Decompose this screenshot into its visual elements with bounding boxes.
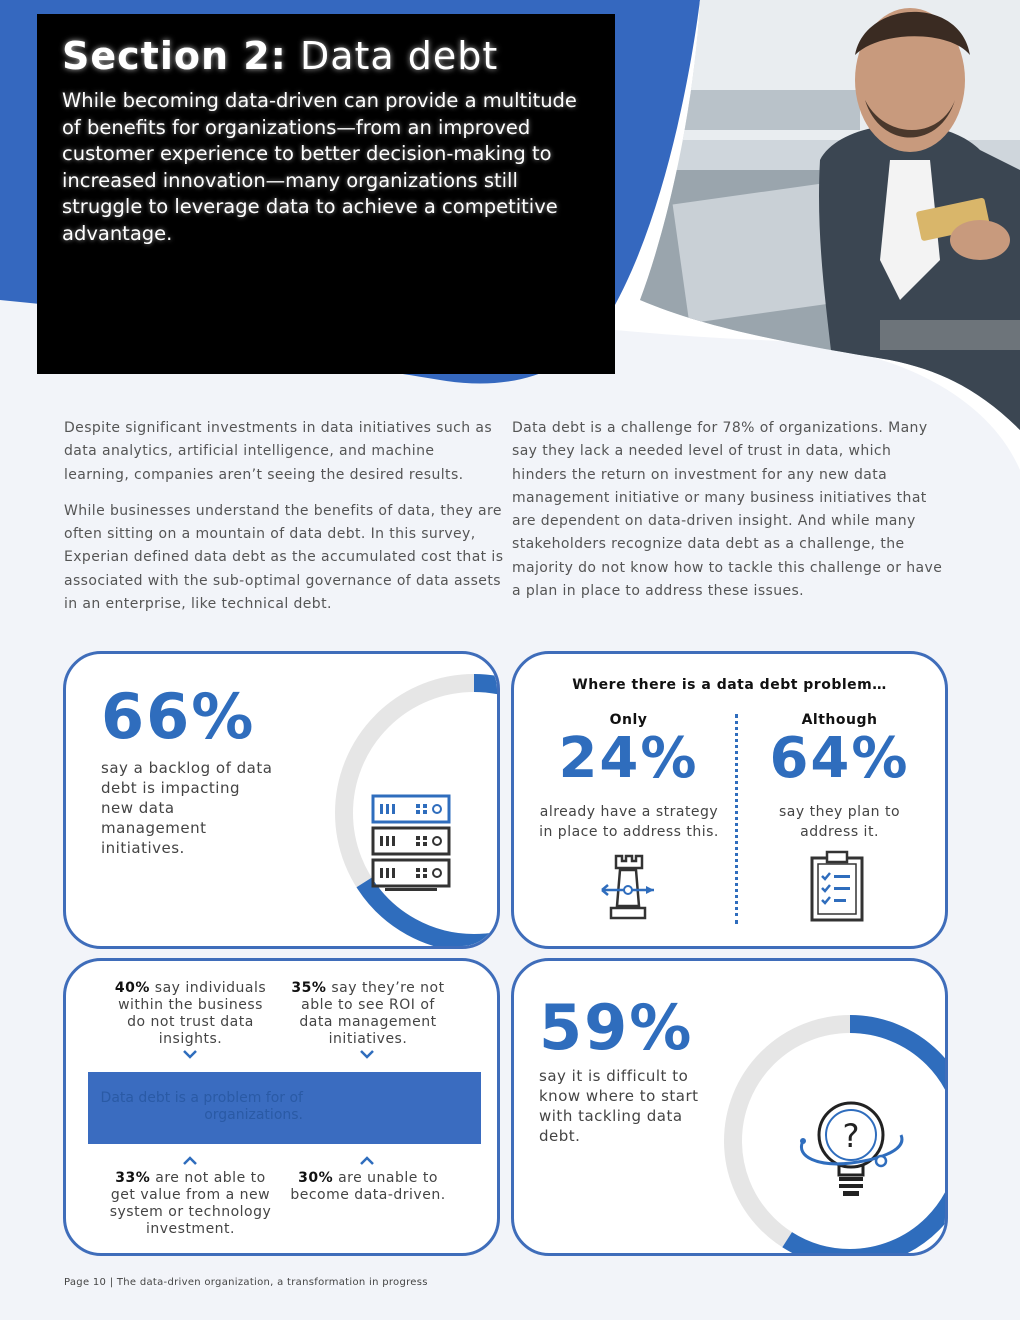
stat-percent: 59% bbox=[539, 991, 694, 1064]
card-heading: Where there is a data debt problem… bbox=[572, 677, 887, 693]
section-intro: While becoming data-driven can provide a multitude of benefits for organizations—from an improved customer experience to better decision-making to increased innovation—many organizations still struggle to leverage data to achieve a competitive advantage. bbox=[62, 89, 577, 245]
server-rack-icon bbox=[371, 794, 451, 894]
stat-card-66 bbox=[63, 651, 500, 949]
stat-text: say it is difficult to know where to start with tackling data debt. bbox=[539, 1067, 699, 1145]
body-paragraph: Data debt is a challenge for 78% of organizations. Many say they lack a needed level of trust in data, which hinders the return on investment for any new data management initiative or many business initiatives that are dependent on data-driven insight. And while many stakeholders recognize data debt as a challenge, the majority do not know how to tackle this challenge or have a plan in place to address these issues. bbox=[512, 420, 943, 600]
page-footer: Page 10 | The data-driven organization, a transformation in progress bbox=[64, 1277, 428, 1288]
divider bbox=[735, 714, 738, 924]
stat-percent: 30% bbox=[298, 1170, 334, 1186]
stat-percent: 40% bbox=[114, 980, 150, 996]
body-right-column bbox=[512, 417, 944, 616]
strategy-card bbox=[511, 651, 948, 949]
stat-item bbox=[288, 1170, 448, 1204]
stat-item bbox=[108, 1170, 273, 1238]
section-title-light: Data debt bbox=[286, 34, 499, 78]
body-paragraph: Despite significant investments in data initiatives such as data analytics, artificial intelligence, and machine learning, companies aren’t seeing the desired results. bbox=[64, 420, 493, 483]
header-photo bbox=[640, 0, 1020, 430]
stat-item bbox=[288, 980, 448, 1048]
stat-text: are not able to get value from a new system or technology investment. bbox=[109, 1170, 272, 1237]
document-title: The data-driven organization, a transformation in progress bbox=[116, 1277, 428, 1288]
chevron-up-icon bbox=[360, 1156, 374, 1165]
stat-text: say a backlog of data debt is impacting new data management initiatives. bbox=[101, 759, 273, 857]
stat-text: say they’re not able to see ROI of data management initiatives. bbox=[299, 980, 445, 1047]
chevron-up-icon bbox=[183, 1156, 197, 1165]
page-number: Page 10 bbox=[64, 1277, 107, 1288]
stat-percent: 33% bbox=[115, 1170, 151, 1186]
stat-percent: 24% bbox=[558, 726, 699, 791]
stat-item bbox=[108, 980, 273, 1048]
clipboard-checklist-icon bbox=[808, 850, 868, 924]
only-label: Only bbox=[609, 712, 648, 728]
chess-rook-icon bbox=[600, 854, 656, 922]
section-title-bold: Section 2: bbox=[62, 34, 287, 78]
stat-text: say they plan to address it. bbox=[778, 804, 901, 840]
section-title bbox=[62, 34, 498, 78]
stat-percent: 35% bbox=[291, 980, 327, 996]
chevron-down-icon bbox=[183, 1050, 197, 1059]
band-text: Data debt is a problem for of organizations. bbox=[100, 1090, 303, 1123]
stat-text: say individuals within the business do not trust data insights. bbox=[118, 980, 267, 1047]
question-lightbulb-icon bbox=[799, 1097, 909, 1209]
body-left-column bbox=[64, 417, 504, 629]
stat-text: already have a strategy in place to address this. bbox=[539, 804, 719, 840]
svg-text:?: ? bbox=[842, 1117, 860, 1155]
chevron-down-icon bbox=[360, 1050, 374, 1059]
stat-percent: 66% bbox=[101, 680, 256, 753]
stat-card-59 bbox=[511, 958, 948, 1256]
stat-text: are unable to become data-driven. bbox=[290, 1170, 446, 1203]
body-paragraph: While businesses understand the benefits of data, they are often sitting on a mountain of data debt. In this survey, Experian defined data debt as the accumulated cost that is associated with the sub-optimal governance of data assets in an enterprise, like technical debt. bbox=[64, 502, 504, 613]
although-label: Although bbox=[801, 712, 878, 728]
stat-percent: 64% bbox=[769, 726, 910, 791]
